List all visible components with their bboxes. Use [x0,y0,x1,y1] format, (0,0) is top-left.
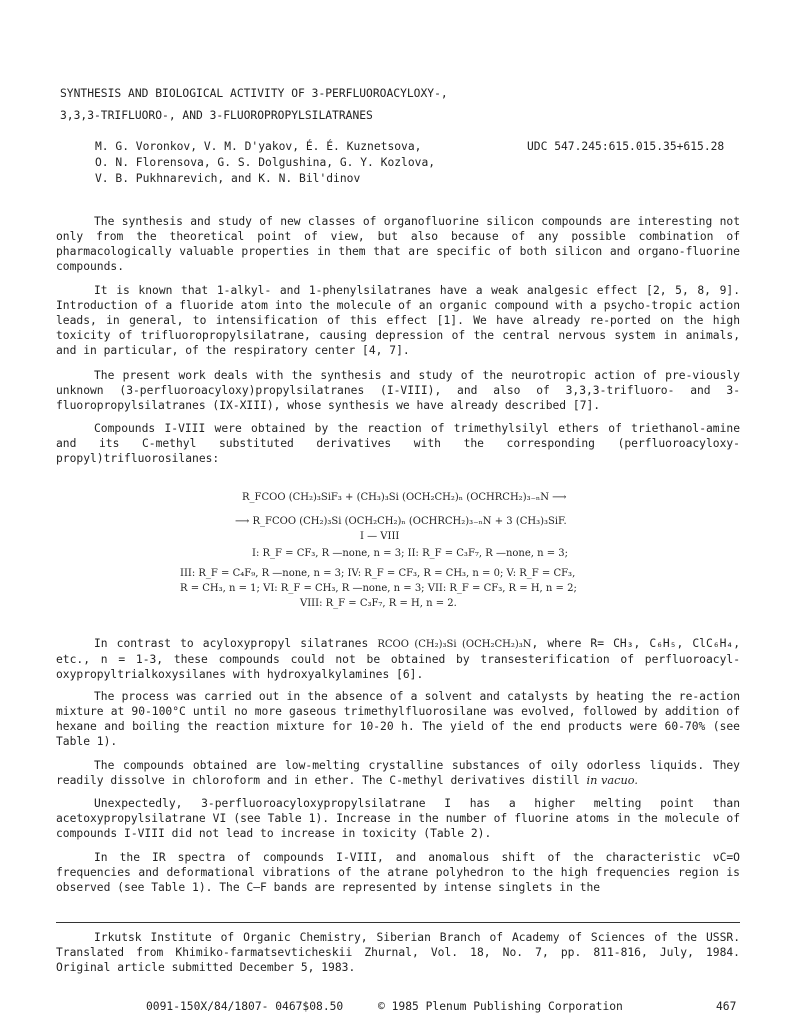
reaction-equation-line-2: ⟶ R_FCOO (CH₂)₃Si (OCH₂CH₂)ₙ (OCHRCH₂)₃₋ₙN + 3 (CH₃)₃SiF. [235,516,567,527]
in-vacuo-text: in vacuo. [586,774,638,787]
author-list [95,139,515,187]
paragraph-contrast [56,636,740,682]
article-code: 0091-150X/84/1807- 0467$08.50 [146,1000,344,1013]
paragraph-melting-point: Unexpectedly, 3-perfluoroacyloxypropylsilatrane I has a higher melting point than acetoxypropylsilatrane VI (see Table 1). Increase in the number of fluorine atoms in the molecule of compounds I-VIII did not lead to increase in toxicity (Table 2). [56,797,740,840]
reaction-scheme [180,490,620,611]
footnote-divider [56,922,740,923]
substituent-definitions-line-4: VIII: R_F = C₃F₇, R = H, n = 2. [300,598,457,609]
paper-title-line-1: SYNTHESIS AND BIOLOGICAL ACTIVITY OF 3-PERFLUOROACYLOXY-, [60,87,448,100]
paragraph-ir-spectra: In the IR spectra of compounds I-VIII, and anomalous shift of the characteristic νC=O frequencies and deformational vibrations of the atrane polyhedron to the high frequencies region is observed (see Table 1). The C—F bands are represented by intense singlets in the [56,851,740,894]
compound-range-label: I — VIII [360,531,400,542]
paragraph-synthesis: Compounds I-VIII were obtained by the reaction of trimethylsilyl ethers of triethanol-amine and its C-methyl substituted derivatives with the corresponding (perfluoroacyloxy-propyl)trifluorosilanes: [56,422,740,465]
paragraph-background: It is known that 1-alkyl- and 1-phenylsilatranes have a weak analgesic effect [2, 5, 8, 9]. Introduction of a fluoride atom into the molecule of an organic compound with a psycho-tropic action leads, in general, to intensification of this effect [1]. We have already re-ported on the high toxicity of trifluoropropylsilatrane, causing depression of the central nervous system in animals, and in particular, of the respiratory center [4, 7]. [56,284,740,357]
page-number: 467 [716,1000,737,1013]
paragraph-contrast-rest: , where R= CH₃, C₆H₅, ClC₆H₄, etc., n = 1-3, these compounds could not be obtained by transesterification of perfluoroacyl-oxypropyltrialkoxysilanes with hydroxyalkylamines [6]. [56,637,740,681]
affiliation-footnote: Irkutsk Institute of Organic Chemistry, Siberian Branch of Academy of Sciences of the USSR. Translated from Khimiko-farmatsevticheskii Zhurnal, Vol. 18, No. 7, pp. 811-816, July, 1984. Original article submitted December 5, 1983. [56,931,740,974]
paragraph-intro: The synthesis and study of new classes of organofluorine silicon compounds are interesting not only from the theoretical point of view, but also because of any possible combination of pharmacologically valuable properties in them that are specific of both silicon and organo-fluorine compounds. [56,215,740,273]
copyright-notice: © 1985 Plenum Publishing Corporation [378,1000,623,1013]
author-line: M. G. Voronkov, V. M. D'yakov, É. É. Kuznetsova, [95,140,422,153]
paragraph-properties-text: The compounds obtained are low-melting crystalline substances of oily odorless liquids. They readily dissolve in chloroform and in ether. The C-methyl derivatives distill [56,759,740,787]
author-line: O. N. Florensova, G. S. Dolgushina, G. Y. Kozlova, [95,156,436,169]
substituent-definitions-line-1: I: R_F = CF₃, R —none, n = 3; II: R_F = C₃F₇, R —none, n = 3; [252,548,569,559]
paragraph-process: The process was carried out in the absence of a solvent and catalysts by heating the re-action mixture at 90-100°C until no more gaseous trimethylfluorosilane was evolved, followed by addition of hexane and boiling the reaction mixture for 10-20 h. The yield of the end products were 60-70% (see Table 1). [56,690,740,748]
paper-title-line-2: 3,3,3-TRIFLUORO-, AND 3-FLUOROPROPYLSILATRANES [60,109,373,122]
paragraph-aims: The present work deals with the synthesis and study of the neurotropic action of pre-viously unknown (3-perfluoroacyloxy)propylsilatranes (I-VIII), and also of 3,3,3-trifluoro- and 3-fluoropropylsilatranes (IX-XIII), whose synthesis we have already described [7]. [56,369,740,412]
silatrane-formula: RCOO (CH₂)₃Si (OCH₂CH₂)₃N [377,639,532,650]
paragraph-properties [56,758,740,788]
substituent-definitions-line-3: R = CH₃, n = 1; VI: R_F = CH₃, R —none, n = 3; VII: R_F = CF₃, R = H, n = 2; [180,583,577,594]
reaction-equation-line-1: R_FCOO (CH₂)₃SiF₃ + (CH₃)₃Si (OCH₂CH₂)ₙ (OCHRCH₂)₃₋ₙN ⟶ [242,492,567,503]
substituent-definitions-line-2: III: R_F = C₄F₉, R —none, n = 3; IV: R_F = CF₃, R = CH₃, n = 0; V: R_F = CF₃, [180,568,576,579]
paragraph-contrast-lead: In contrast to acyloxypropyl silatranes [94,637,369,650]
author-line: V. B. Pukhnarevich, and K. N. Bil'dinov [95,172,361,185]
udc-code: UDC 547.245:615.015.35+615.28 [527,140,725,153]
